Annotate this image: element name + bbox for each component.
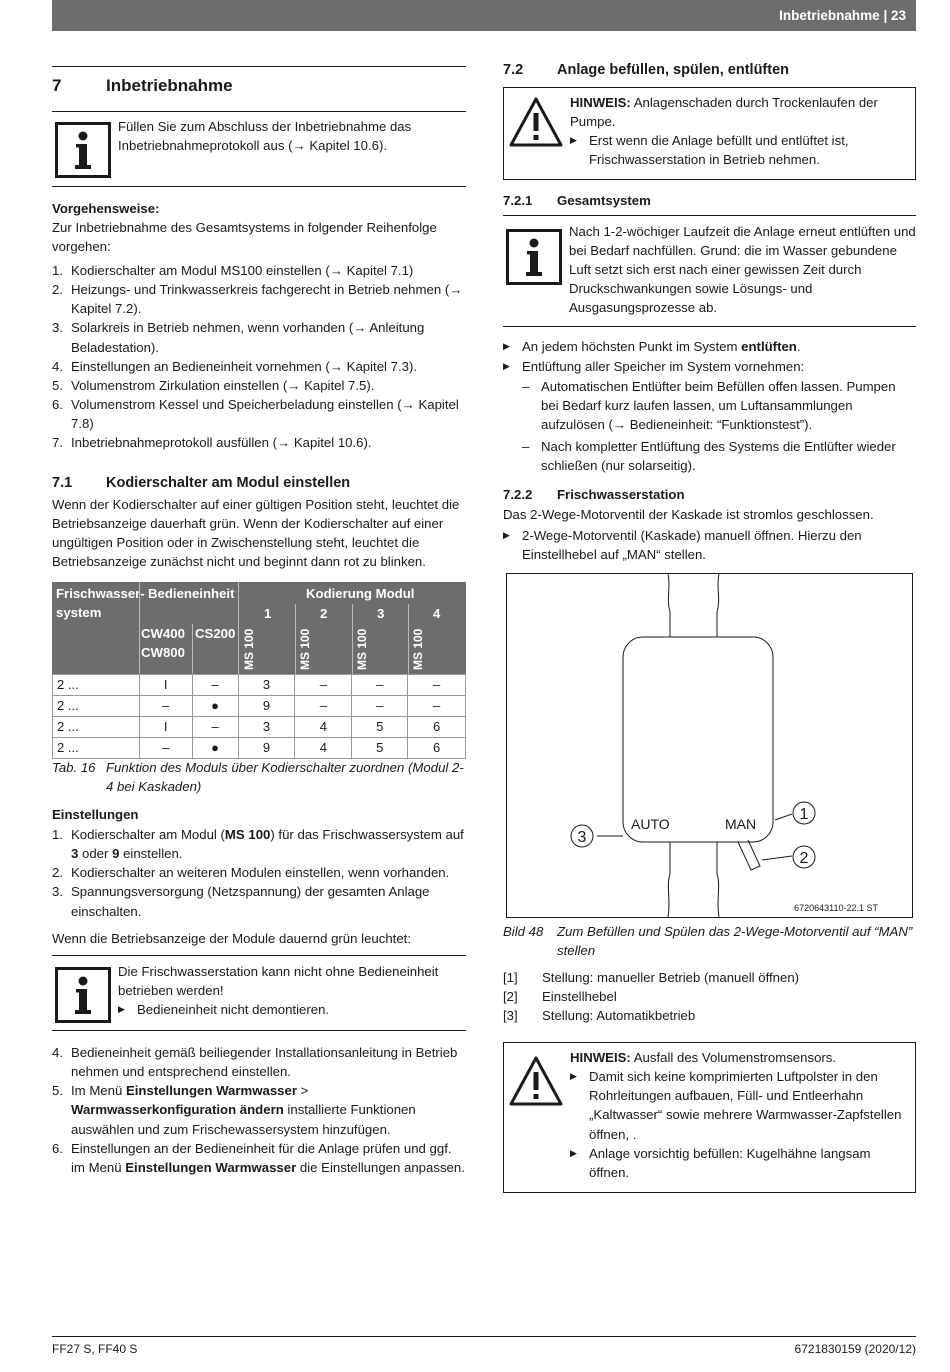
page-footer [52,1336,916,1358]
legend-item: [2] Einstellhebel [503,989,617,1005]
procedure-heading: Vorgehensweise: [52,201,160,216]
man-label: MAN [725,816,757,832]
list-item: 1. Kodierschalter am Modul MS100 einstellen (→ Kapitel 7.1) [52,263,414,278]
warning-text: HINWEIS: Anlagenschaden durch Trockenlaufen der Pumpe. [570,95,878,130]
bullet-item: ▶ An jedem höchsten Punkt im System entlüften. [503,339,801,354]
column-header: MS 100 [298,628,312,670]
legend-item: [3] Stellung: Automatikbetrieb [503,1008,696,1024]
list-item: 6. Einstellungen an der Bedieneinheit für die Anlage prüfen und ggf. im Menü Einstellungen Warmwasser die Einstellungen anpassen. [52,1140,465,1175]
column-header: Frischwasser-system [56,586,145,620]
list-item: 3. Solarkreis in Betrieb nehmen, wenn vorhanden (→ Anleitung Beladestation). [52,320,425,355]
list-item: 4. Bedieneinheit gemäß beiliegender Installationsanleitung in Betrieb nehmen und entsprechend einstellen. [52,1045,458,1080]
section-7-1-heading: 7.1 Kodierschalter am Modul einstellen [52,475,351,491]
callout-1: 1 [799,806,809,823]
warning-bullet: ▶ Damit sich keine komprimierten Luftpolster in den Rohrleitungen aufbauen, Füll- und Entleerhahn „Kaltwasser“ sowie mehrere Warmwasser-Zapfstellen öffnen, . [570,1069,902,1142]
column-header: CS200 [195,626,236,641]
table-header [52,582,466,674]
bullet-item: ▶ 2-Wege-Motorventil (Kaskade) manuell öffnen. Hierzu den Einstellhebel auf „MAN“ stellen. [503,528,862,563]
footer-right: 6721830159 (2020/12) [794,1342,916,1356]
warning-text: HINWEIS: Ausfall des Volumenstromsensors. [570,1050,837,1065]
column-header: Kodierung Modul [306,586,415,601]
warning-note [503,87,916,180]
list-item: 7. Inbetriebnahmeprotokoll ausfüllen (→ Kapitel 10.6). [52,435,372,451]
column-header: MS 100 [355,628,369,670]
dash-item: – Nach kompletter Entlüftung des Systems die Entlüfter wieder schließen (nur solarseitig). [522,439,896,474]
table-row: 2 ... I – 3 4 5 6 [53,717,466,738]
auto-label: AUTO [631,816,670,832]
list-item: 5. Volumenstrom Zirkulation einstellen (→ Kapitel 7.5). [52,377,375,393]
section-7-1-text: Wenn der Kodierschalter auf einer gültigen Position steht, leuchtet die Betriebsanzeige dauerhaft grün. Wenn der Kodierschalter auf einer ungültigen Position oder in Zwischenstellung steht, leuchtet die Betriebsanzeige zunächst nicht und beginnt dann rot zu blinken. [52,497,460,570]
table-row: 2 ... – ● 9 – – – [53,696,466,717]
info-note [503,215,916,327]
dash-item: – Automatischen Entlüfter beim Befüllen offen lassen. Pumpen bei Bedarf kurz laufen lassen, um Luftansammlungen aufzulösen (→ Bedieneinheit: “Funktionstest”). [522,379,896,433]
note-text: Füllen Sie zum Abschluss der Inbetriebnahme das Inbetriebnahmeprotokoll aus (→ Kapitel 10.6). [118,119,412,154]
section-number: 7 [52,76,62,95]
info-icon [52,111,118,186]
section-7-2-2-heading: 7.2.2 Frischwasserstation [503,487,685,502]
list-item: 2. Kodierschalter an weiteren Modulen einstellen, wenn vorhanden. [52,865,450,881]
table-body [52,674,466,759]
bullet-item: ▶ Entlüftung aller Speicher im System vornehmen: [503,359,805,374]
info-note [52,111,466,187]
procedure-intro: Zur Inbetriebnahme des Gesamtsystems in folgender Reihenfolge vorgehen: [52,220,437,255]
warning-note [503,1042,916,1193]
column-header: MS 100 [411,628,425,670]
list-item: 4. Einstellungen an Bedieneinheit vornehmen (→ Kapitel 7.3). [52,358,418,374]
table-row: 2 ... – ● 9 4 5 6 [53,738,466,759]
column-header: Bedieneinheit [148,586,235,601]
section-7-2-1-heading: 7.2.1 Gesamtsystem [503,193,651,208]
settings-steps [52,825,466,921]
figure-legend [503,968,916,1025]
column-header: MS 100 [242,628,256,670]
column-header: 1 [264,606,272,621]
figure-code: 6720643110-22.1 ST [794,903,878,913]
column-header: 2 [320,606,328,621]
figure-caption: Bild 48 Zum Befüllen und Spülen das 2-Wege-Motorventil auf “MAN” stellen [503,924,913,959]
column-header: 4 [433,606,441,621]
note-text: Nach 1-2-wöchiger Laufzeit die Anlage erneut entlüften und bei Bedarf nachfüllen. Grund: die im Wasser gebundene Luft setzt sich erst nach einer gewissen Zeit durch Druckschwankungen sowie Lösungs- und Ausgasungsprozesse ab. [569,224,916,315]
page-header: Inbetriebnahme | 23 [52,0,916,31]
list-item: 3. Spannungsversorgung (Netzspannung) der gesamten Anlage einschalten. [52,884,430,919]
callout-3: 3 [577,829,587,846]
table-row: 2 ... I – 3 – – – [53,675,466,696]
valve-figure [506,573,913,918]
legend-item: [1] Stellung: manueller Betrieb (manuell öffnen) [503,970,800,985]
section-title: Inbetriebnahme [106,76,233,95]
section-7-heading [52,66,466,112]
valve-illustration [507,574,912,917]
list-item: 5. Im Menü Einstellungen Warmwasser > Warmwasserkonfiguration ändern installierte Funktionen auswählen und zum Frischewassersystem hinzufügen. [52,1083,416,1137]
warning-bullet: ▶ Erst wenn die Anlage befüllt und entlüftet ist, Frischwasserstation in Betrieb nehmen. [570,133,849,168]
after-text: Wenn die Betriebsanzeige der Module dauernd grün leuchtet: [52,931,411,946]
section-7-2-heading: 7.2 Anlage befüllen, spülen, entlüften [503,62,790,78]
section-7-2-2-text: Das 2-Wege-Motorventil der Kaskade ist stromlos geschlossen. [503,507,874,522]
list-item: 1. Kodierschalter am Modul (MS 100) für das Frischwassersystem auf 3 oder 9 einstellen. [52,827,464,862]
settings-steps-continued [52,1043,466,1177]
table-caption: Tab. 16 Funktion des Moduls über Kodierschalter zuordnen (Modul 2-4 bei Kaskaden) [52,760,464,795]
footer-left: FF27 S, FF40 S [52,1342,138,1356]
column-header: 3 [377,606,385,621]
list-item: 2. Heizungs- und Trinkwasserkreis fachgerecht in Betrieb nehmen (→ Kapitel 7.2). [52,282,463,317]
procedure-steps [52,261,466,452]
warning-icon [504,1043,570,1192]
warning-icon [504,88,570,179]
note-text: Die Frischwasserstation kann nicht ohne Bedieneinheit betrieben werden! ▶ Bedieneinheit nicht demontieren. [118,964,439,1018]
settings-heading: Einstellungen [52,807,139,822]
callout-2: 2 [799,850,809,867]
info-note [52,955,466,1031]
coding-table [52,582,466,759]
info-icon [52,956,118,1030]
column-header: CW400 CW800 [141,626,185,660]
info-icon [503,216,569,326]
list-item: 6. Volumenstrom Kessel und Speicherbeladung einstellen (→ Kapitel 7.8) [52,396,459,432]
warning-bullet: ▶ Anlage vorsichtig befüllen: Kugelhähne langsam öffnen. [570,1145,871,1180]
